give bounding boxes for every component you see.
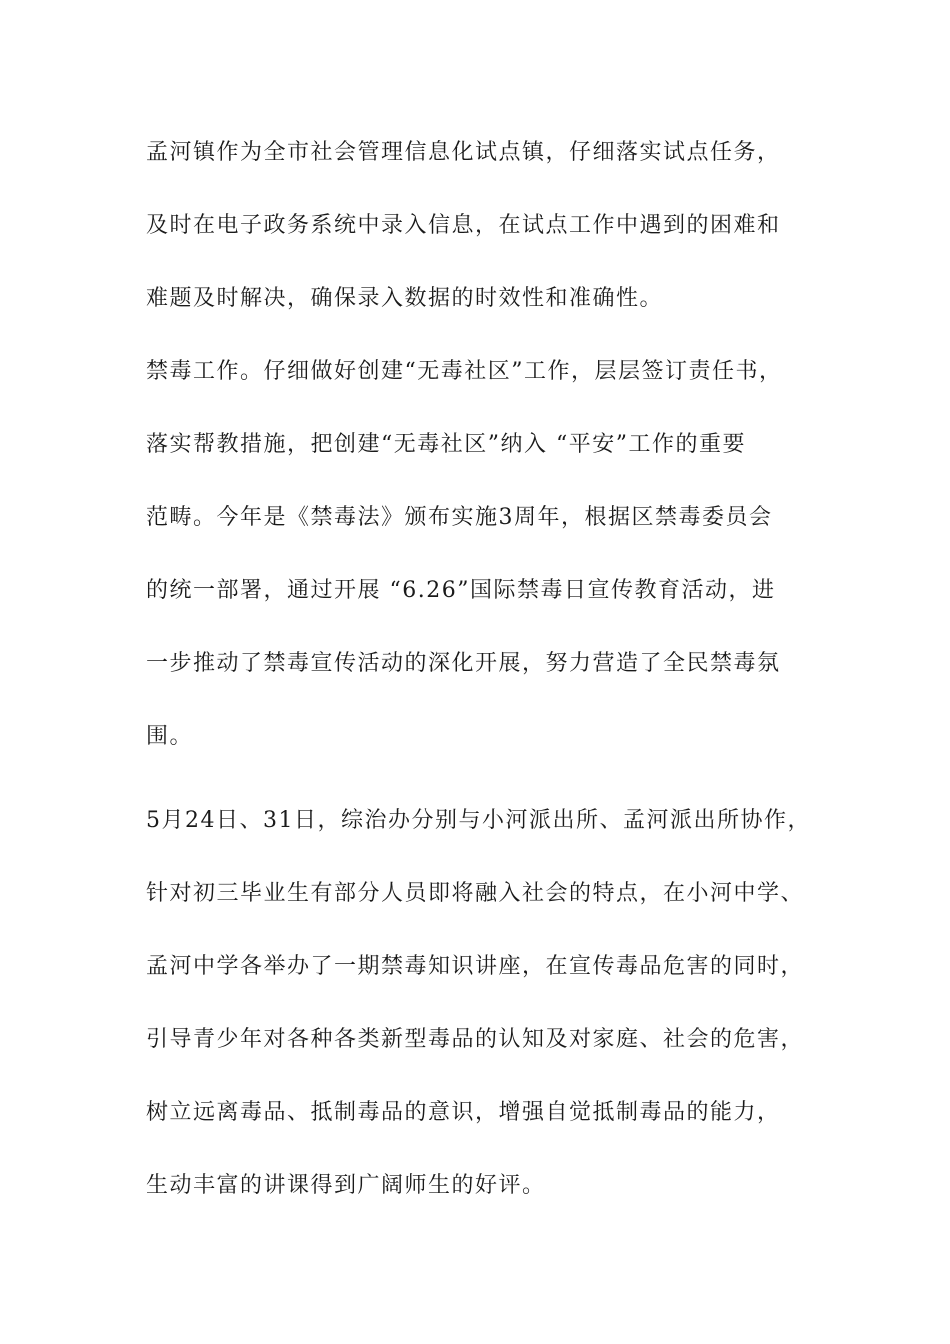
text-line-15: 生动丰富的讲课得到广阔师生的好评。 (146, 1173, 546, 1198)
text-line-3: 难题及时解决，确保录入数据的时效性和准确性。 (146, 286, 664, 311)
text-line-11: 针对初三毕业生有部分人员即将融入社会的特点，在小河中学、 (146, 881, 805, 906)
text-line-6: 范畴。今年是《禁毒法》颁布实施3周年，根据区禁毒委员会 (146, 505, 773, 530)
text-line-1: 孟河镇作为全市社会管理信息化试点镇，仔细落实试点任务， (146, 140, 781, 165)
text-line-8: 一步推动了禁毒宣传活动的深化开展，努力营造了全民禁毒氛 (146, 651, 781, 676)
text-line-4: 禁毒工作。仔细做好创建“无毒社区”工作，层层签订责任书， (146, 359, 783, 384)
text-line-12: 孟河中学各举办了一期禁毒知识讲座，在宣传毒品危害的同时， (146, 954, 805, 979)
text-line-13: 引导青少年对各种各类新型毒品的认知及对家庭、社会的危害， (146, 1027, 805, 1052)
text-line-10: 5月24日、31日，综治办分别与小河派出所、孟河派出所协作， (146, 808, 811, 833)
text-line-9: 围。 (146, 724, 194, 749)
text-line-5: 落实帮教措施，把创建“无毒社区”纳入 “平安”工作的重要 (146, 432, 746, 457)
text-line-2: 及时在电子政务系统中录入信息，在试点工作中遇到的困难和 (146, 213, 781, 238)
text-line-14: 树立远离毒品、抵制毒品的意识，增强自觉抵制毒品的能力， (146, 1100, 781, 1125)
text-line-7: 的统一部署，通过开展 “6.26”国际禁毒日宣传教育活动，进 (146, 578, 776, 603)
